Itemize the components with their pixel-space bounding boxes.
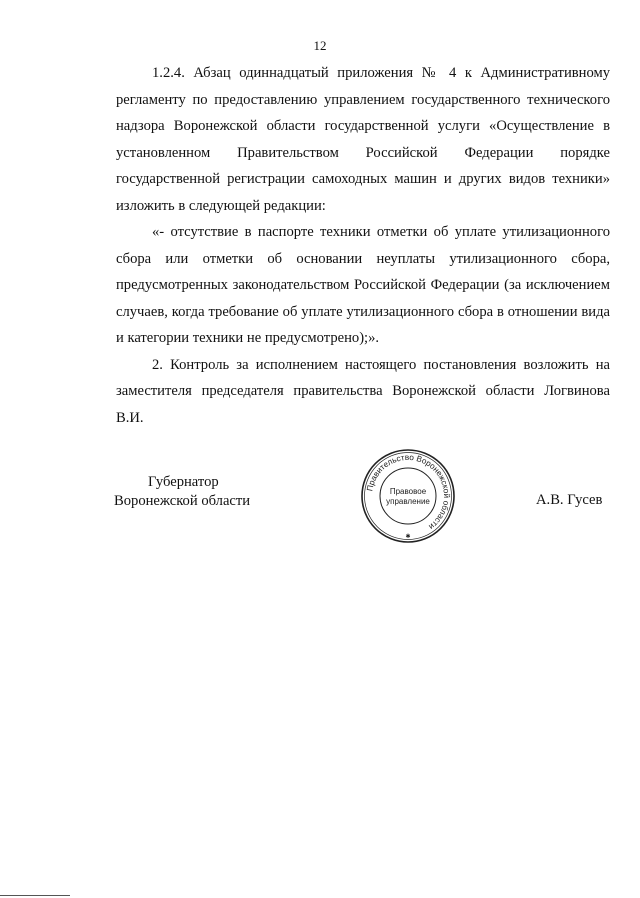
svg-text:управление: управление — [386, 497, 430, 506]
signatory-position-line2: Воронежской области — [114, 493, 251, 509]
signatory-position — [114, 473, 250, 511]
signatory-name: А.В. Гусев — [536, 492, 603, 508]
svg-text:Правовое: Правовое — [389, 487, 427, 496]
svg-text:✱: ✱ — [405, 534, 411, 540]
signatory-position-line1: Губернатор — [148, 474, 219, 490]
approval-stamp — [360, 448, 456, 544]
svg-text:Правительство Воронежской обла: Правительство Воронежской области — [365, 452, 452, 532]
paragraph-amendment: 1.2.4. Абзац одиннадцатый приложения № 4 к Административному регламенту по предоставлению управлением государственного технического надзора Воронежской области государственной услуги «Осуществление в установленном Правительством Российской Федерации порядке государственной регистрации самоходных машин и других видов техники» изложить в следующей редакции: — [116, 65, 610, 214]
document-body — [116, 60, 610, 431]
page-number: 12 — [313, 38, 327, 53]
paragraph-quote: «- отсутствие в паспорте техники отметки об уплате утилизационного сбора или отметки об основании неуплаты утилизационного сбора, предусмотренных законодательством Российской Федерации (за исключением случаев, когда требование об уплате утилизационного сбора в отношении вида и категории техники не предусмотрено);». — [116, 224, 610, 346]
paragraph-control: 2. Контроль за исполнением настоящего постановления возложить на заместителя председателя правительства Воронежской области Логвинова В.И. — [116, 356, 610, 426]
footer-line — [0, 895, 70, 896]
